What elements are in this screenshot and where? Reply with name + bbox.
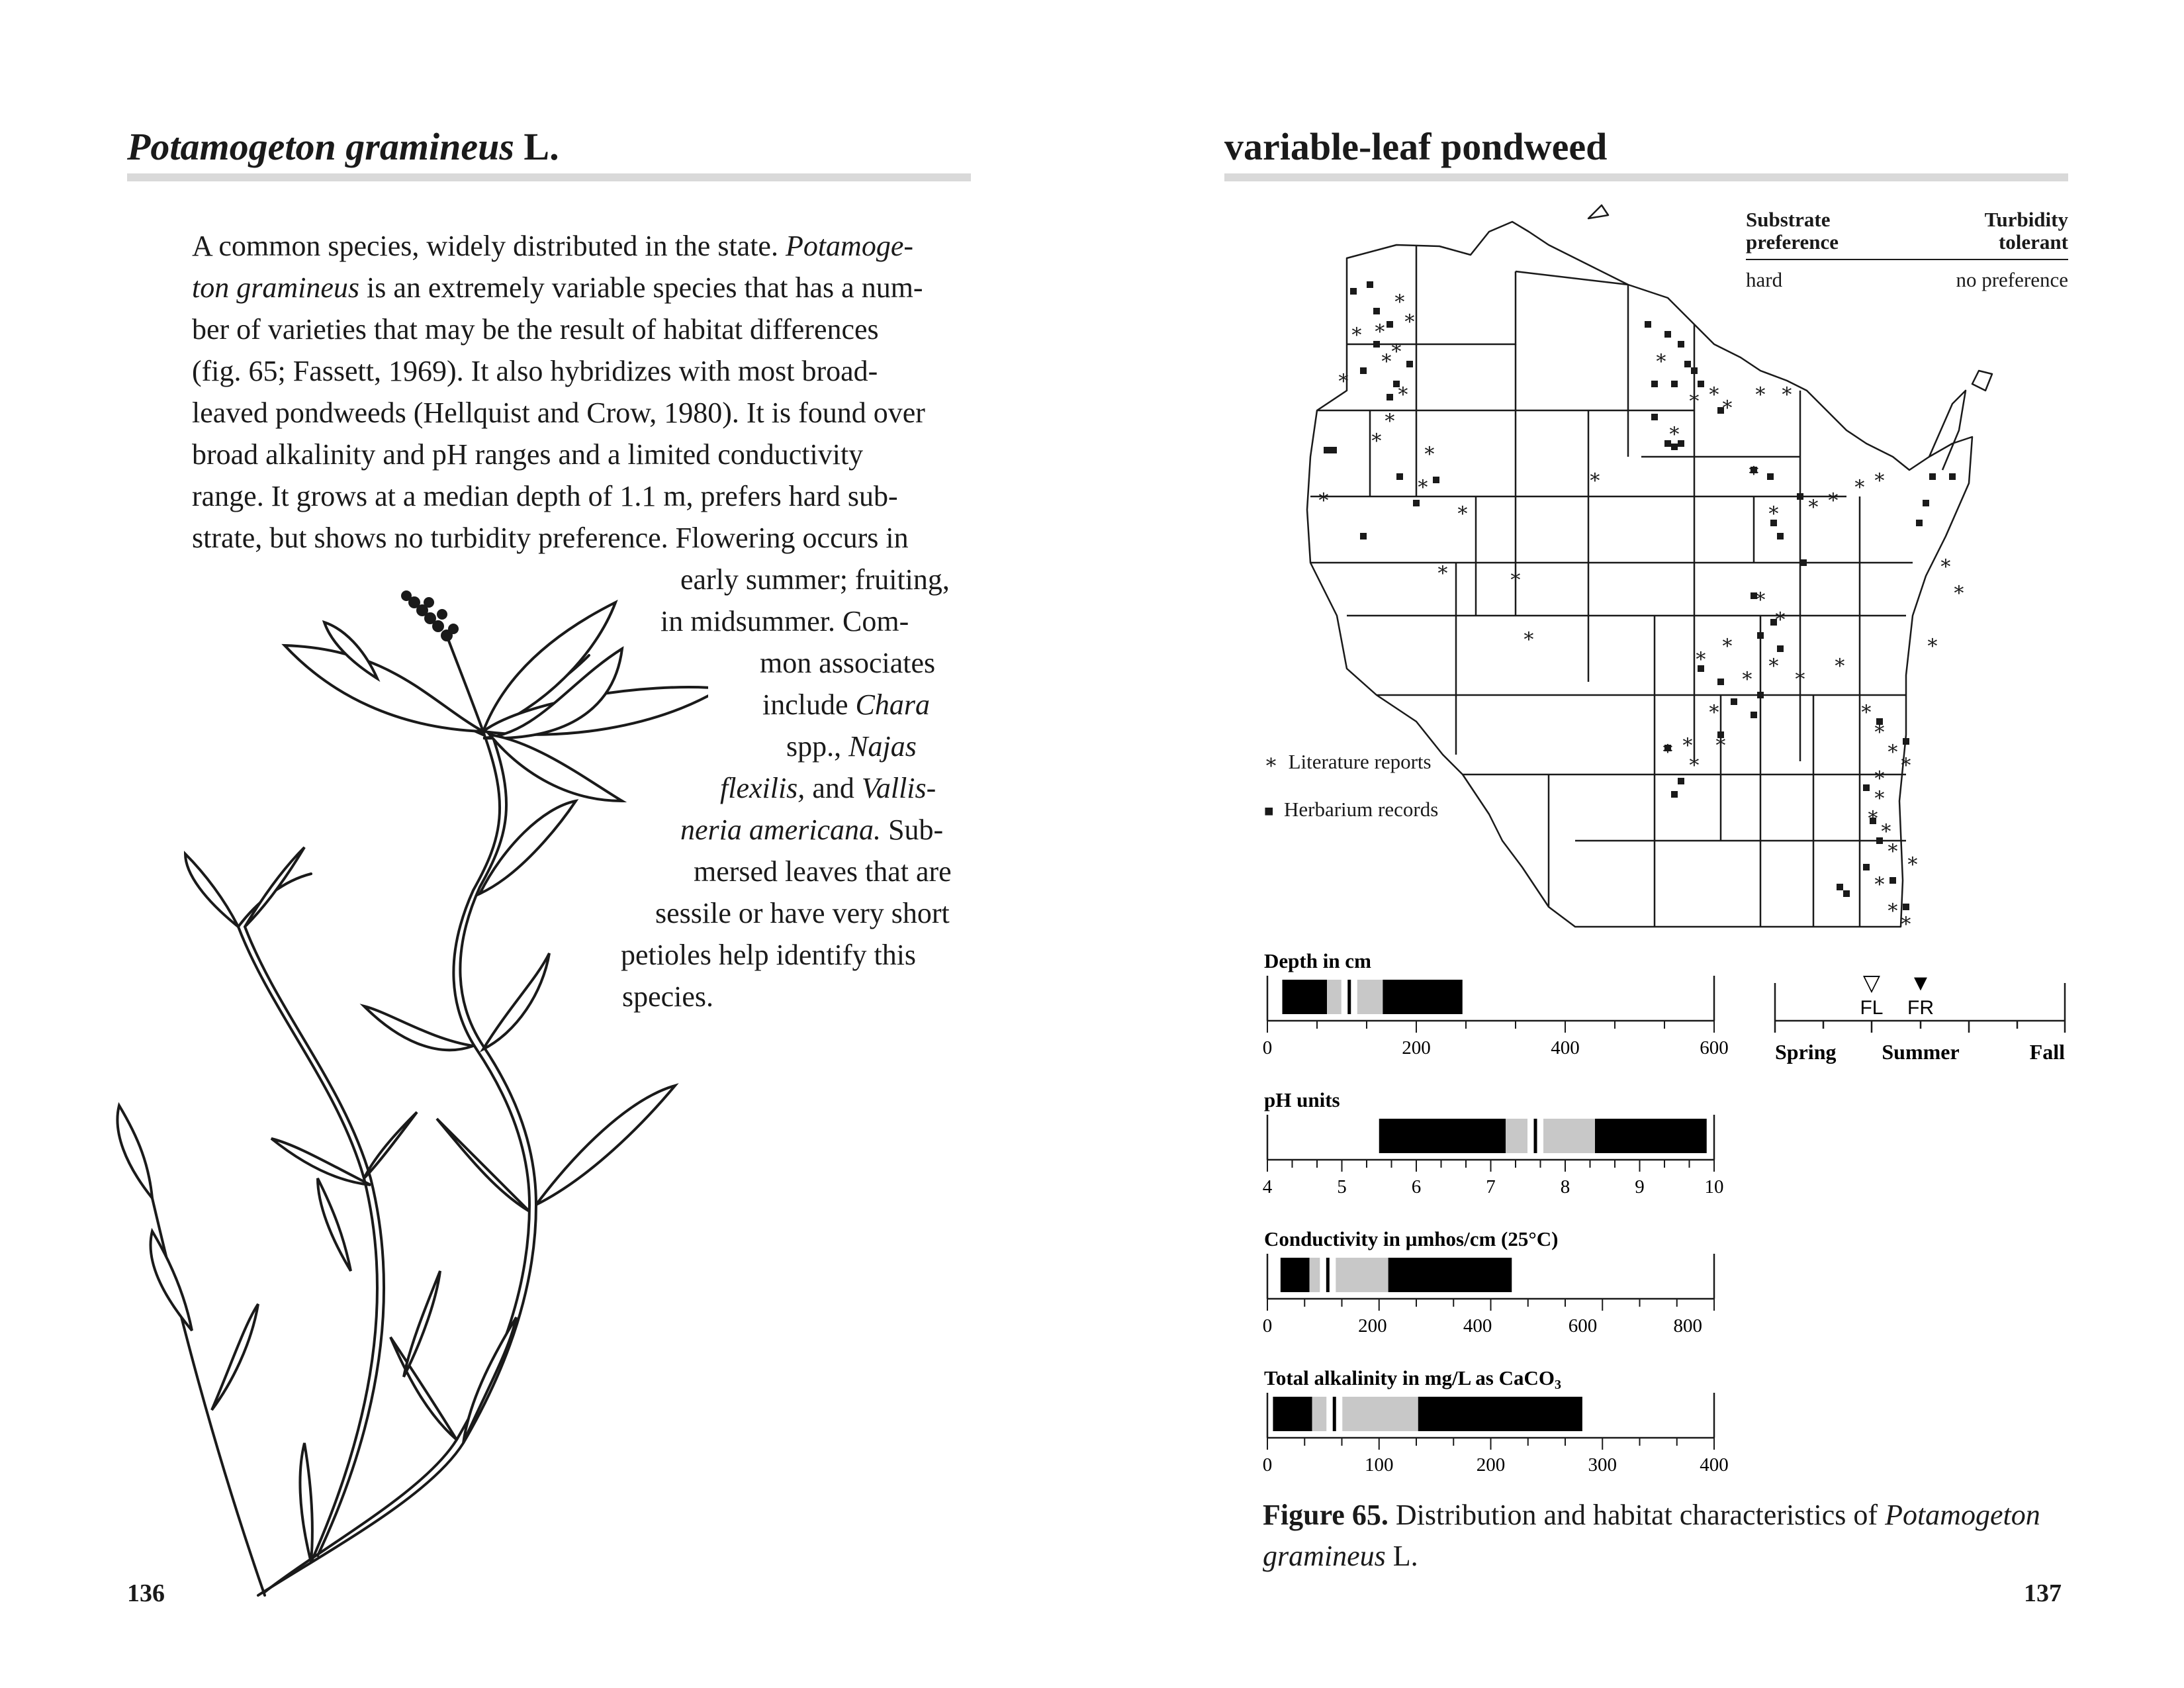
- text-line: [192, 434, 863, 475]
- herbarium-record-mark: [1406, 361, 1413, 367]
- herbarium-record-mark: [1645, 321, 1651, 328]
- literature-report-mark: ∗: [1373, 317, 1387, 339]
- figure-number: Figure 65.: [1263, 1499, 1388, 1531]
- chart-tick-label: 200: [1476, 1454, 1506, 1476]
- text-segment: strate, but shows no turbidity preference. Flowering occurs in: [192, 522, 909, 554]
- text-segment: and: [805, 772, 862, 804]
- text-segment: Najas: [848, 730, 917, 763]
- literature-report-mark: ∗: [1383, 406, 1397, 428]
- chart-quartile-bar: [1506, 1119, 1595, 1153]
- right-page-number: 137: [2024, 1579, 2062, 1607]
- literature-report-mark: ∗: [1806, 492, 1821, 514]
- flowering-marker-icon: ▽: [1862, 973, 1881, 996]
- herbarium-record-mark: [1360, 367, 1367, 374]
- herbarium-record-mark: [1373, 341, 1380, 348]
- herbarium-record-mark: [1360, 533, 1367, 539]
- literature-report-mark: ∗: [1316, 486, 1331, 508]
- text-segment: Vallis-: [861, 772, 936, 804]
- herbarium-record-mark: [1413, 500, 1420, 506]
- literature-report-mark: ∗: [1753, 380, 1768, 402]
- chart-tick-label: 0: [1262, 1037, 1273, 1058]
- literature-report-mark: ∗: [1435, 559, 1450, 581]
- chart-tick-label: 6: [1411, 1176, 1422, 1197]
- legend-herbarium: ■ Herbarium records: [1264, 798, 1439, 821]
- herbarium-record-mark: [1387, 321, 1393, 328]
- literature-report-mark: ∗: [1886, 896, 1900, 918]
- herbarium-record-mark: [1671, 444, 1678, 450]
- text-line: [192, 392, 925, 434]
- literature-report-mark: ∗: [1422, 440, 1437, 461]
- literature-report-mark: ∗: [1886, 837, 1900, 859]
- herbarium-record-mark: [1777, 533, 1784, 539]
- herbarium-record-mark: [1664, 331, 1671, 338]
- spring-label: Spring: [1775, 1040, 1837, 1064]
- herbarium-record-mark: [1923, 500, 1929, 506]
- literature-report-mark: ∗: [1720, 393, 1735, 415]
- literature-report-mark: ∗: [1766, 651, 1781, 673]
- literature-report-mark: ∗: [1938, 552, 1953, 574]
- literature-report-mark: ∗: [1680, 731, 1695, 753]
- herbarium-record-mark: [1889, 877, 1896, 884]
- figure-caption: Figure 65. Distribution and habitat characteristics of Potamogeton gramineus L.: [1263, 1499, 2040, 1572]
- herbarium-record-mark: [1330, 447, 1337, 453]
- text-segment: broad alkalinity and pH ranges and a limited conductivity: [192, 438, 864, 471]
- herbarium-record-mark: [1433, 477, 1439, 483]
- herbarium-record-mark: [1751, 712, 1757, 718]
- literature-report-mark: ∗: [1707, 380, 1721, 402]
- text-line: [786, 726, 917, 767]
- herbarium-record-mark: [1717, 679, 1724, 685]
- text-line: [192, 225, 913, 267]
- literature-report-mark: ∗: [1654, 347, 1668, 369]
- herbarium-record-mark: [1671, 791, 1678, 798]
- literature-report-mark: ∗: [1833, 651, 1847, 673]
- chart-tick-label: 800: [1673, 1315, 1703, 1336]
- species-name: Potamogeton gramineus: [127, 125, 514, 168]
- text-segment: sessile or have very short: [655, 897, 950, 929]
- literature-report-mark: ∗: [1872, 870, 1887, 892]
- chart-tick-label: 400: [1463, 1315, 1492, 1336]
- literature-report-mark: ∗: [1588, 466, 1602, 488]
- chart-tick-label: 10: [1704, 1176, 1724, 1197]
- literature-report-mark: ∗: [1369, 426, 1384, 448]
- species-author: L.: [523, 125, 559, 168]
- fall-label: Fall: [2029, 1040, 2065, 1064]
- literature-report-mark: ∗: [1713, 731, 1728, 753]
- literature-report-mark: ∗: [1872, 764, 1887, 786]
- herbarium-record-mark: [1350, 288, 1357, 295]
- chart-tick-label: 4: [1262, 1176, 1273, 1197]
- literature-report-mark: ∗: [1793, 665, 1807, 686]
- literature-report-mark: ∗: [1753, 585, 1768, 607]
- herbarium-record-mark: [1651, 414, 1658, 420]
- text-line: [720, 767, 936, 809]
- chart-tick-label: 9: [1635, 1176, 1645, 1197]
- text-segment: petioles help identify this: [621, 939, 917, 971]
- herbarium-record-mark: [1731, 698, 1737, 705]
- herbarium-record-mark: [1367, 281, 1373, 288]
- literature-report-mark: ∗: [1872, 466, 1887, 488]
- chart-tick-label: 100: [1365, 1454, 1394, 1476]
- text-segment: spp.,: [786, 730, 849, 763]
- literature-report-mark: ∗: [1389, 337, 1404, 359]
- literature-report-mark: ∗: [1852, 473, 1867, 494]
- chart-tick-label: 8: [1560, 1176, 1570, 1197]
- chart-title: Depth in cm: [1264, 949, 1371, 972]
- literature-report-mark: ∗: [1508, 565, 1523, 587]
- text-line: [760, 642, 935, 684]
- text-segment: early summer; fruiting,: [680, 563, 950, 596]
- herbarium-record-mark: [1863, 784, 1870, 791]
- literature-report-mark: ∗: [1396, 380, 1410, 402]
- herbarium-record-mark: [1929, 473, 1936, 480]
- literature-report-mark: ∗: [1336, 367, 1351, 389]
- text-segment: range. It grows at a median depth of 1.1 m, prefers hard sub-: [192, 480, 898, 512]
- herbarium-record-mark: [1651, 381, 1658, 387]
- text-line: [192, 517, 909, 559]
- text-line: [192, 267, 923, 308]
- text-segment: flexilis,: [720, 772, 805, 804]
- text-segment: species.: [622, 980, 714, 1013]
- chart-title: Total alkalinity in mg/L as CaCO3: [1264, 1366, 1561, 1392]
- chart-tick-label: 0: [1262, 1315, 1273, 1336]
- text-segment: mon associates: [760, 647, 936, 679]
- herbarium-record-mark: [1797, 493, 1803, 500]
- literature-report-mark: ∗: [1379, 347, 1394, 369]
- text-line: [680, 559, 950, 600]
- map-legend: [1264, 738, 1438, 835]
- chart-tick-label: 0: [1262, 1454, 1273, 1476]
- literature-report-mark: ∗: [1766, 499, 1781, 521]
- literature-report-mark: ∗: [1905, 850, 1920, 872]
- text-segment: in midsummer. Com-: [660, 605, 909, 637]
- literature-report-mark: ∗: [1402, 307, 1417, 329]
- literature-report-mark: ∗: [1416, 473, 1430, 494]
- chart-tick-label: 400: [1700, 1454, 1729, 1476]
- text-segment: A common species, widely distributed in the state.: [192, 230, 786, 262]
- season-chart: [1767, 973, 2071, 1072]
- literature-report-mark: ∗: [1667, 420, 1682, 442]
- literature-report-mark: ∗: [1859, 698, 1874, 720]
- chart-title-subscript: 3: [1554, 1378, 1561, 1392]
- herbarium-record-mark: [1757, 632, 1764, 639]
- chart-tick-label: 600: [1568, 1315, 1598, 1336]
- summer-label: Summer: [1882, 1040, 1960, 1064]
- literature-report-mark: ∗: [1720, 632, 1735, 653]
- literature-report-mark: ∗: [1866, 804, 1880, 825]
- flowering-label: FL: [1860, 997, 1884, 1019]
- herbarium-record-mark: [1837, 884, 1843, 890]
- text-segment: neria americana.: [680, 814, 882, 846]
- text-segment: is an extremely variable species that has a num-: [359, 271, 923, 304]
- left-page-number: 136: [127, 1579, 165, 1607]
- literature-report-mark: ∗: [1687, 387, 1702, 408]
- text-line: [192, 350, 878, 392]
- literature-report-mark: ∗: [1694, 645, 1708, 667]
- chart-tick-label: 7: [1486, 1176, 1496, 1197]
- literature-report-mark: ∗: [1349, 320, 1364, 342]
- herbarium-record-mark: [1757, 692, 1764, 698]
- turbidity-value: no preference: [1956, 268, 2068, 291]
- text-line: [694, 851, 952, 892]
- herbarium-record-mark: [1324, 447, 1330, 453]
- literature-report-mark: ∗: [1952, 579, 1966, 600]
- literature-report-mark: ∗: [1707, 698, 1721, 720]
- habitat-charts: [1251, 947, 1754, 1496]
- chart-title: pH units: [1264, 1088, 1340, 1111]
- fruiting-label: FR: [1907, 997, 1934, 1019]
- text-line: [680, 809, 943, 851]
- chart-title: Conductivity in µmhos/cm (25°C): [1264, 1227, 1559, 1250]
- text-segment: ber of varieties that may be the result of habitat differences: [192, 313, 879, 346]
- chart-tick-label: 200: [1358, 1315, 1387, 1336]
- herbarium-record-mark: [1678, 341, 1684, 348]
- literature-report-mark: ∗: [1740, 665, 1754, 686]
- herbarium-record-mark: [1903, 738, 1909, 745]
- literature-report-mark: ∗: [1780, 380, 1794, 402]
- literature-report-mark: ∗: [1925, 632, 1940, 653]
- square-icon: ■: [1264, 803, 1274, 820]
- asterisk-icon: ∗: [1264, 750, 1279, 773]
- herbarium-record-mark: [1767, 473, 1774, 480]
- herbarium-record-mark: [1916, 520, 1923, 526]
- turbidity-header: Turbidity tolerant: [1984, 208, 2068, 254]
- text-segment: leaved pondweeds (Hellquist and Crow, 1980). It is found over: [192, 397, 925, 429]
- herbarium-record-mark: [1863, 864, 1870, 870]
- herbarium-record-mark: [1373, 308, 1380, 314]
- fruiting-marker-icon: ▼: [1909, 973, 1932, 996]
- text-segment: Sub-: [881, 814, 944, 846]
- text-segment: include: [762, 688, 856, 721]
- plant-illustration: [113, 583, 708, 1615]
- literature-report-mark: ∗: [1661, 737, 1675, 759]
- herbarium-record-mark: [1949, 473, 1956, 480]
- text-segment: mersed leaves that are: [694, 855, 952, 888]
- herbarium-record-mark: [1671, 381, 1678, 387]
- chart-tick-label: 600: [1700, 1037, 1729, 1058]
- literature-report-mark: ∗: [1899, 751, 1913, 773]
- herbarium-record-mark: [1684, 361, 1691, 367]
- literature-report-mark: ∗: [1747, 459, 1761, 481]
- text-line: [762, 684, 930, 726]
- literature-report-mark: ∗: [1879, 817, 1893, 839]
- literature-report-mark: ∗: [1872, 718, 1887, 739]
- chart-tick-label: 300: [1588, 1454, 1617, 1476]
- right-page-title: variable-leaf pondweed: [1224, 125, 1608, 168]
- chart-tick-label: 5: [1337, 1176, 1347, 1197]
- literature-report-mark: ∗: [1886, 737, 1900, 759]
- literature-report-mark: ∗: [1872, 784, 1887, 806]
- literature-report-mark: ∗: [1392, 287, 1407, 309]
- chart-tick-label: 200: [1402, 1037, 1431, 1058]
- literature-report-mark: ∗: [1826, 486, 1841, 508]
- literature-report-mark: ∗: [1899, 910, 1913, 931]
- herbarium-record-mark: [1678, 778, 1684, 784]
- herbarium-record-mark: [1843, 890, 1850, 897]
- text-line: [192, 308, 879, 350]
- literature-report-mark: ∗: [1687, 751, 1702, 773]
- substrate-header: Substrate preference: [1746, 208, 1839, 254]
- herbarium-record-mark: [1387, 394, 1393, 400]
- literature-report-mark: ∗: [1455, 499, 1470, 521]
- literature-report-mark: ∗: [1773, 605, 1788, 627]
- herbarium-record-mark: [1396, 473, 1403, 480]
- chart-tick-label: 400: [1551, 1037, 1580, 1058]
- literature-report-mark: ∗: [1522, 625, 1536, 647]
- herbarium-record-mark: [1691, 367, 1698, 374]
- text-segment: Chara: [855, 688, 930, 721]
- substrate-value: hard: [1746, 268, 1783, 291]
- herbarium-record-mark: [1800, 559, 1807, 566]
- text-segment: ton gramineus: [192, 271, 359, 304]
- text-line: [192, 475, 898, 517]
- right-title-rule: [1224, 173, 2068, 181]
- legend-literature: ∗ Literature reports: [1264, 750, 1432, 773]
- text-segment: (fig. 65; Fassett, 1969). It also hybridizes with most broad-: [192, 355, 878, 387]
- text-segment: Potamoge-: [785, 230, 914, 262]
